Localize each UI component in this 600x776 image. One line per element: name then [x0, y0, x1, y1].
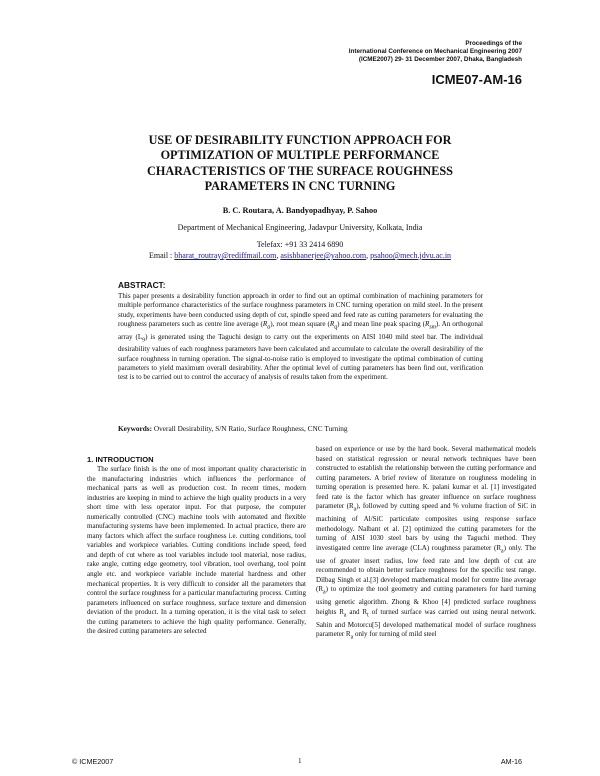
footer-paper-code: AM-16 — [500, 757, 522, 766]
proceedings-line-2: International Conference on Mechanical Engineering 2007 — [348, 48, 522, 55]
title-line-1: USE OF DESIRABILITY FUNCTION APPROACH FOR — [148, 133, 452, 147]
affiliation: Department of Mechanical Engineering, Jadavpur University, Kolkata, India — [177, 223, 423, 232]
col2-sub-c: a — [323, 589, 326, 596]
footer-copyright: © ICME2007 — [72, 757, 114, 766]
proceedings-header — [349, 40, 522, 64]
col2-sub-a: a — [353, 506, 357, 513]
title-line-4: PARAMETERS IN CNC TURNING — [204, 179, 396, 194]
rq-symbol: R — [329, 319, 335, 328]
paper-id: ICME07-AM-16 — [431, 72, 522, 87]
authors: B. C. Routara, A. Bandyopadhyay, P. Sahoo — [222, 206, 378, 215]
abstract-text-2: ), root mean square ( — [270, 319, 330, 328]
abstract-body — [118, 292, 483, 382]
col2-text-f: of turned surface was carried out using neural network. Sahin and Motorcu[5] developed mathematical model of surface roughness parameter R — [316, 607, 536, 639]
col2-text-d: ) to optimize the tool geometry and cutting parameters for hard turning using genetic algorithm. Zhong & Khoo [4] predicted surface roughness heights R — [316, 585, 536, 616]
ra-symbol: R — [262, 319, 268, 328]
col2-text-a: based on experience or use by the hard book. Several mathematical models based on statistical regression or neural network techniques have been constructed to establish the relationship between the cutting performance and cutting parameters. A brief review of literature on roughness modeling in turning operation is presented here. K. palani kumar et al. [1] investigated feed rate is the factor which has greater influence on surface roughness parameter (R — [316, 445, 536, 511]
email-link-3[interactable]: psahoo@mech.jdvu.ac.in — [370, 251, 452, 260]
intro-column-right — [316, 445, 536, 643]
abstract-text-1: This paper presents a desirability function approach in order to find out an optimal combination of machining parameters for multiple performance characteristics of the surface roughness parameters in CNC turning operation on mild steel. In the present study, experiments have been conducted using depth of cut, spindle speed and feed rate as cutting parameters for evaluating the roughness parameters such as centre line average ( — [118, 292, 483, 328]
rsm-symbol: R — [424, 319, 430, 328]
col2-sub-d: a — [343, 612, 347, 619]
title-line-2: OPTIMIZATION OF MULTIPLE PERFORMANCE — [160, 148, 440, 163]
rq-subscript: q — [334, 324, 338, 331]
col2-sub-f: a — [350, 634, 354, 641]
col2-text-b: ), followed by cutting speed and % volume fraction of SiC in machining of Al/SiC particulate composites using response surface methodology. Nalbant et al. [2] optimized the cutting parameters for the turning of AISI 1030 steel bars by using the Taguchi method. They investigated centre line average (CLA) roughness parameter (R — [316, 502, 536, 552]
footer-page-number: 1 — [298, 757, 302, 765]
proceedings-line-3: (ICME2007) 29- 31 December 2007, Dhaka, Bangladesh — [358, 56, 522, 63]
col2-text-e: and R — [346, 607, 368, 616]
proceedings-line-1: Proceedings of the — [465, 40, 522, 47]
email-separator-2: , — [366, 251, 371, 260]
paper-title — [100, 133, 500, 195]
keywords — [118, 424, 348, 433]
email-link-2[interactable]: asishbanerjee@yahoo.com — [280, 251, 367, 260]
keywords-text: Overall Desirability, S/N Ratio, Surface Roughness, CNC Turning — [152, 424, 348, 433]
col2-text-c: ) only. The use of greater insert radius, low feed rate and low depth of cut are recommended to obtain better surface roughness for the specific test range. Dilbag Singh et al.[3] developed mathematical model for centre line average (R — [316, 543, 536, 594]
email-line — [60, 251, 540, 260]
abstract-text-3: ) and mean line peak spacing ( — [337, 319, 425, 328]
rsm-subscript: sm — [429, 324, 436, 331]
intro-column-left: The surface finish is the one of most important quality characteristic in the manufacturing industries which influences the performance of mechanical parts as well as production cost. In recent times, modern industries are keeping in mind to achieve the high quality products in a very short time with less operator input. For that purpose, the computer numerically controlled (CNC) machine tools with automated and flexible manufacturing systems have been implemented. In actual practice, there are many factors which affect the surface roughness i.e. cutting conditions, tool variables and workpiece variables. Cutting conditions include speed, feed and depth of cut where as tool variables include tool material, nose radius, rake angle, cutting edge geometry, tool vibration, tool overhang, tool point angle etc. and workpiece variable include material hardness and other mechanical properties. It is very difficult to consider all the parameters that control the surface roughness for a particular manufacturing process. Cutting parameters influenced on surface roughness, surface texture and dimension deviation of the product. In a turning operation, it is the vital task to select the cutting parameters to achieve the high quality performance. Generally, the desired cutting parameters are selected — [87, 465, 306, 636]
l9-subscript: 9 — [142, 337, 146, 343]
col2-sub-b: a — [501, 548, 504, 555]
email-separator-1: , — [276, 251, 281, 260]
abstract-text-4: ). An orthogonal array (L — [118, 319, 483, 341]
abstract-heading: ABSTRACT: — [118, 280, 166, 290]
abstract-text-5: ) is generated using the Taguchi design to carry out the experiments on AISI 1040 mild steel bar. The individual desirability values of each roughness parameters have been calculated and accumulate to calculate the overall desirability of the surface roughness in turning operation. The signal-to-noise ratio is employed to investigate the optimal combination of cutting parameters to yield maximum overall desirability. After the optimal level of cutting parameters has been find out, verification test is to be carried out to control the accuracy of analysis of results taken from the experiment. — [118, 332, 483, 382]
email-label: Email : — [148, 251, 173, 260]
col2-sub-e: t — [367, 612, 369, 619]
keywords-label: Keywords: — [118, 424, 153, 433]
email-link-1[interactable]: bharat_routray@rediffmail.com — [174, 251, 277, 260]
ra-subscript: a — [267, 324, 271, 331]
title-line-3: CHARACTERISTICS OF THE SURFACE ROUGHNESS — [147, 163, 453, 178]
col2-text-g: only for turning of mild steel — [353, 630, 437, 639]
telefax: Telefax: +91 33 2414 6890 — [256, 240, 344, 249]
section-heading-introduction: 1. INTRODUCTION — [87, 455, 154, 464]
